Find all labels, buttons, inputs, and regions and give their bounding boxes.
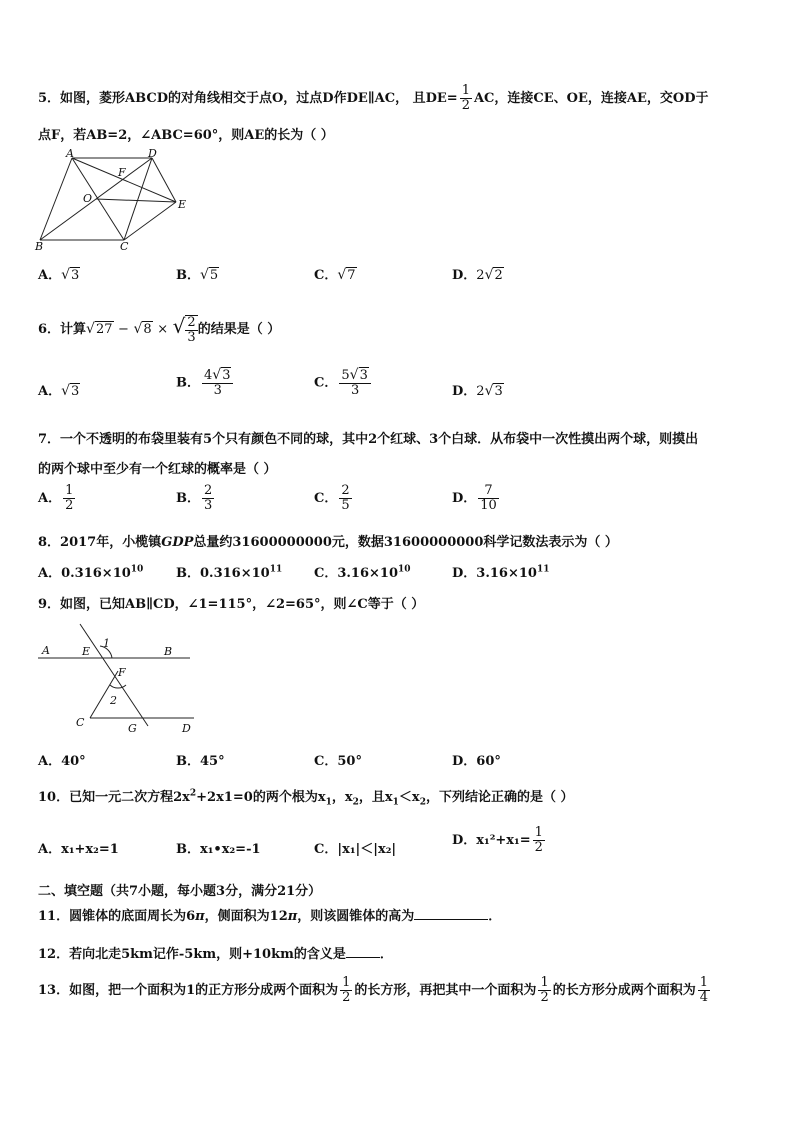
q10-text-e: ，且x — [358, 790, 393, 805]
q6-opt-a-radical: √3 — [61, 383, 80, 399]
q10-option-b[interactable]: B．x₁•x₂=-1 — [176, 842, 261, 857]
q6-opt-c-frac: $\frac{5√3}{3}$ — [339, 368, 370, 398]
q8-opt-d-base: 3.16×10 — [476, 566, 537, 581]
q5-option-b[interactable] — [176, 264, 219, 283]
q10-option-c[interactable]: C．|x₁|＜|x₂| — [314, 842, 397, 857]
q9-opt-c-key: C． — [314, 754, 338, 769]
q10-opt-d-frac: $\frac{1}{2}$ — [534, 825, 543, 855]
label-A: A — [42, 644, 50, 657]
label-F: F — [118, 666, 126, 679]
q7-option-d[interactable] — [452, 484, 501, 513]
q10-text-f: ＜x — [398, 790, 420, 805]
q7-opt-c-key: C． — [314, 491, 338, 506]
q13-frac-1: $\frac{1}{2}$ — [342, 975, 351, 1005]
q13-text-c: 的长方形分成两个面积为 — [552, 983, 696, 998]
q8-option-a[interactable] — [38, 562, 143, 581]
q8-text-b: 总量约31600000000元，数据31600000000科学记数法表示为（ ） — [193, 535, 618, 550]
q11-line — [38, 905, 501, 924]
q5-opt-c-radical: √7 — [337, 267, 356, 283]
q10-text-b: +2x — [196, 790, 224, 805]
q5-text-a: 5．如图，菱形ABCD的对角线相交于点O，过点D作DE∥AC， 且DE= — [38, 91, 458, 106]
q5-line2: 点F，若AB=2，∠ABC=60°，则AE的长为（ ） — [38, 128, 334, 143]
seg-CE — [124, 202, 176, 240]
q8-opt-d-exp: 11 — [536, 564, 550, 575]
q5-frac-den: 2 — [461, 98, 470, 113]
q11-pi-1: π — [195, 909, 205, 924]
q9-opt-b-val: 45° — [200, 754, 225, 769]
q9-option-d[interactable] — [452, 750, 501, 769]
q13-frac-3: $\frac{1}{4}$ — [699, 975, 709, 1005]
q5-option-a[interactable] — [38, 264, 80, 283]
q8-line — [38, 531, 618, 550]
q9-opt-d-key: D． — [452, 754, 477, 769]
q8-opt-a-key: A． — [38, 566, 62, 581]
edge-CD — [124, 158, 152, 240]
label-D: D — [148, 147, 157, 160]
q6-option-b[interactable] — [176, 368, 235, 398]
q9-opt-b-key: B． — [176, 754, 200, 769]
q10-sup-2: 2 — [189, 788, 197, 799]
q6-minus: − — [118, 322, 129, 337]
q8-opt-b-key: B． — [176, 566, 200, 581]
q6-option-d[interactable] — [452, 380, 504, 399]
q8-opt-b-exp: 11 — [269, 564, 283, 575]
q6-option-c[interactable] — [314, 368, 373, 398]
q13-text-b: 的长方形，再把其中一个面积为 — [354, 983, 537, 998]
q5-opt-a-key: A． — [38, 268, 62, 283]
q6-times: × — [157, 322, 169, 337]
q8-opt-c-base: 3.16×10 — [337, 566, 399, 581]
q5-text-b: AC，连接CE、OE，连接AE，交OD于 — [473, 91, 709, 106]
q12-pre: 12．若向北走5km记作-5km，则+10km的含义是 — [38, 947, 346, 962]
label-G: G — [128, 722, 137, 735]
q6-radical-frac: √ $\frac{2}{3}$ — [172, 314, 196, 345]
label-A: A — [66, 147, 74, 160]
seg-OE — [96, 199, 176, 202]
q9-option-a[interactable] — [38, 750, 86, 769]
q13-line — [38, 975, 712, 1007]
label-D: D — [182, 722, 191, 735]
q5-opt-a-radical: √3 — [61, 267, 80, 283]
q5-opt-d-key: D． — [452, 268, 477, 283]
q8-text-a: 8．2017年，小榄镇 — [38, 535, 162, 550]
label-E: E — [178, 198, 187, 211]
transversal-EG — [80, 624, 148, 726]
q10-opt-d-pre: D．x₁²+x₁= — [452, 833, 531, 848]
q13-frac-2: $\frac{1}{2}$ — [540, 975, 549, 1005]
q7-line1: 7．一个不透明的布袋里装有5个只有颜色不同的球，其中2个红球、3个白球．从布袋中一次性摸出两个球，则摸出 — [38, 432, 699, 447]
q10-sub-1a: 1 — [325, 797, 332, 808]
q11-end: ． — [488, 909, 502, 924]
q9-opt-a-val: 40° — [61, 754, 86, 769]
q11-post: ，则该圆锥体的高为 — [297, 909, 415, 924]
label-1: 1 — [103, 637, 110, 650]
q6-opt-b-key: B． — [176, 375, 200, 391]
q8-gdp: GDP — [161, 535, 194, 550]
q5-option-c[interactable] — [314, 264, 357, 283]
q7-opt-a-key: A． — [38, 491, 62, 506]
q12-answer-blank[interactable] — [346, 957, 380, 958]
q6-opt-d-key: D． — [452, 384, 477, 399]
q10-option-a[interactable]: A．x₁+x₂=1 — [38, 842, 119, 857]
q5-opt-d-coef: 2 — [476, 268, 485, 283]
q9-line: 9．如图，已知AB∥CD，∠1=115°，∠2=65°，则∠C等于（ ） — [38, 597, 425, 612]
q7-option-b[interactable] — [176, 484, 216, 513]
q7-option-c[interactable] — [314, 484, 354, 513]
q10-sub-1b: 1 — [392, 797, 399, 808]
q11-pi-2: π — [287, 909, 298, 924]
label-C: C — [120, 240, 129, 252]
q6-radical-27: √27 — [86, 321, 113, 337]
q10-text-d: ，x — [331, 790, 353, 805]
q5-rhombus-figure — [30, 146, 190, 252]
q8-opt-c-exp: 10 — [398, 564, 411, 575]
q6-opt-a-key: A． — [38, 384, 62, 399]
q7-opt-a-frac: $\frac{1}{2}$ — [65, 483, 74, 513]
q5-frac-num: 1 — [461, 83, 470, 98]
q9-option-c[interactable] — [314, 750, 362, 769]
label-F: F — [118, 166, 126, 179]
q10-option-d[interactable] — [452, 826, 547, 855]
q8-opt-c-key: C． — [314, 566, 338, 581]
q11-pre: 11．圆锥体的底面周长为6 — [38, 909, 196, 924]
q6-option-a[interactable] — [38, 380, 80, 399]
seg-DE — [152, 158, 176, 202]
q5-opt-b-radical: √5 — [200, 267, 219, 283]
q12-end: ． — [379, 947, 393, 962]
angle-2-arc — [110, 685, 126, 688]
q6-opt-b-frac: $\frac{4√3}{3}$ — [202, 368, 233, 398]
q8-option-b[interactable] — [176, 562, 282, 581]
q10-text-c: 1=0的两个根为x — [223, 790, 326, 805]
q8-opt-b-base: 0.316×10 — [200, 566, 270, 581]
q7-opt-b-key: B． — [176, 491, 200, 506]
q10-line — [38, 786, 573, 808]
q10-text-g: ，下列结论正确的是（ ） — [425, 790, 574, 805]
q5-fraction — [460, 84, 472, 113]
q9-opt-d-val: 60° — [476, 754, 501, 769]
q8-option-d[interactable] — [452, 562, 549, 581]
q8-opt-a-base: 0.316×10 — [61, 566, 131, 581]
section-2-heading: 二、填空题（共7小题，每小题3分，满分21分） — [38, 884, 322, 899]
q5-opt-c-key: C． — [314, 268, 338, 283]
label-B: B — [35, 240, 44, 252]
q7-line2: 的两个球中至少有一个红球的概率是（ ） — [38, 462, 277, 477]
q6-opt-d-radical: √3 — [484, 383, 503, 399]
q9-opt-c-val: 50° — [337, 754, 362, 769]
q6-post: 的结果是（ ） — [197, 322, 281, 337]
q6-opt-d-coef: 2 — [476, 384, 485, 399]
q5-line1 — [38, 84, 708, 114]
q7-option-a[interactable] — [38, 484, 77, 513]
q6-opt-c-key: C． — [314, 375, 338, 391]
q6-pre: 6．计算 — [38, 322, 87, 337]
label-C: C — [76, 716, 85, 729]
q7-opt-d-frac: $\frac{7}{10}$ — [480, 483, 497, 513]
q6-radical-8: √8 — [133, 321, 152, 337]
label-O: O — [83, 192, 93, 205]
q7-opt-c-frac: $\frac{2}{5}$ — [341, 483, 350, 513]
q10-sub-2b: 2 — [419, 797, 426, 808]
q10-text-a: 10．已知一元二次方程2x — [38, 790, 190, 805]
q5-option-d[interactable] — [452, 264, 504, 283]
q5-opt-d-radical: √2 — [484, 267, 503, 283]
label-E: E — [82, 645, 91, 658]
q11-answer-blank[interactable] — [414, 919, 488, 920]
q6-line — [38, 310, 281, 345]
q9-parallel-lines-figure — [30, 620, 210, 738]
q7-opt-b-frac: $\frac{2}{3}$ — [204, 483, 213, 513]
q12-line — [38, 943, 393, 962]
q7-opt-d-key: D． — [452, 491, 477, 506]
q5-opt-b-key: B． — [176, 268, 200, 283]
q11-mid: ，侧面积为12 — [204, 909, 288, 924]
q8-option-c[interactable] — [314, 562, 411, 581]
q8-opt-d-key: D． — [452, 566, 477, 581]
q9-option-b[interactable] — [176, 750, 225, 769]
q9-opt-a-key: A． — [38, 754, 62, 769]
q13-text-a: 13．如图，把一个面积为1的正方形分成两个面积为 — [38, 983, 339, 998]
label-2: 2 — [110, 694, 117, 707]
q8-opt-a-exp: 10 — [130, 564, 144, 575]
label-B: B — [164, 645, 173, 658]
q10-sub-2a: 2 — [352, 797, 359, 808]
